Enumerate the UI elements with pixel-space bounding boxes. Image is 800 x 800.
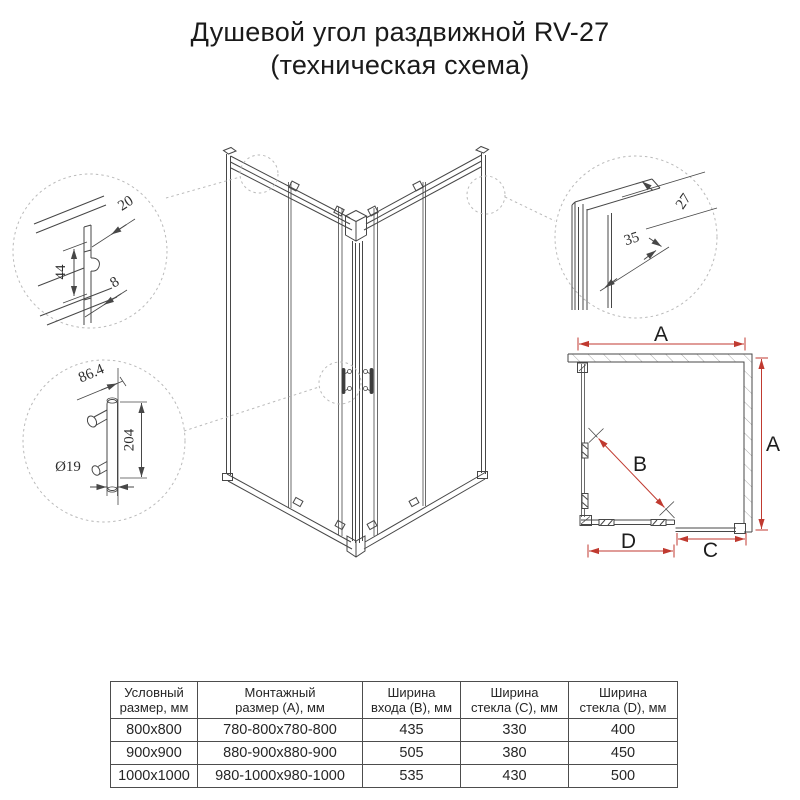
table-header-row bbox=[111, 682, 678, 719]
cell-entry: 505 bbox=[363, 742, 461, 765]
bottom-rails bbox=[227, 472, 486, 549]
cell-glass-c: 430 bbox=[461, 765, 569, 788]
cell-nominal: 900x900 bbox=[111, 742, 198, 765]
dim-a-top-label: A bbox=[653, 323, 669, 346]
profile-caps bbox=[572, 179, 660, 210]
header-line: стекла (D), мм bbox=[579, 700, 667, 715]
door-handles-iso bbox=[342, 368, 374, 394]
dim-b-label: B bbox=[632, 453, 648, 476]
title-line-2: (техническая схема) bbox=[270, 50, 530, 80]
header-line: размер (A), мм bbox=[235, 700, 325, 715]
dim-20-arrow bbox=[111, 225, 126, 235]
detail-circle bbox=[23, 360, 185, 522]
dim-35-arrow-b bbox=[644, 251, 656, 260]
cell-glass-d: 500 bbox=[569, 765, 678, 788]
wall-outlines bbox=[568, 354, 752, 532]
dim-86-arrow bbox=[101, 384, 117, 391]
left-handle-knob bbox=[348, 387, 352, 391]
dim-27-arrow-b bbox=[649, 238, 662, 247]
isometric-enclosure-drawing bbox=[166, 147, 555, 558]
cell-glass-d: 400 bbox=[569, 719, 678, 742]
col-header-entry-width bbox=[363, 682, 461, 719]
detail-callout-handle bbox=[23, 360, 185, 522]
post-caps bbox=[224, 147, 489, 155]
dim-a-right-label: A bbox=[765, 433, 781, 456]
dim-35-label: 35 bbox=[622, 229, 642, 250]
glass-panel-edges bbox=[289, 182, 426, 536]
detail-circle bbox=[13, 174, 167, 328]
handle-top-knob bbox=[86, 414, 99, 428]
handle-top-post bbox=[94, 410, 107, 426]
glass-edge-lines bbox=[34, 196, 117, 325]
leader-top-right bbox=[505, 197, 555, 221]
dim-ext-diagonals bbox=[600, 172, 717, 291]
size-table bbox=[110, 681, 678, 788]
handle-bottom-post bbox=[98, 462, 107, 475]
cell-entry: 435 bbox=[363, 719, 461, 742]
roller-bracket bbox=[368, 206, 378, 216]
cell-nominal: 1000x1000 bbox=[111, 765, 198, 788]
handle-bar bbox=[107, 400, 118, 491]
dim-44-label: 44 bbox=[53, 264, 69, 280]
dim-27-label: 27 bbox=[672, 190, 695, 213]
header-line: стекла (C), мм bbox=[471, 700, 558, 715]
left-handle-bar bbox=[342, 368, 346, 394]
title-line-1: Душевой угол раздвижной RV-27 bbox=[190, 17, 610, 47]
header-line: Ширина bbox=[490, 685, 539, 700]
dim-20-label: 20 bbox=[115, 192, 137, 215]
dim-19-label: Ø19 bbox=[55, 459, 81, 475]
roller-cover bbox=[367, 520, 377, 529]
col-header-glass-d-width bbox=[569, 682, 678, 719]
right-handle-knob bbox=[364, 370, 368, 374]
detail-callout-corner-profile bbox=[555, 156, 717, 318]
detail-callout-wall-profile bbox=[13, 174, 167, 328]
top-wall-bracket-diag bbox=[579, 365, 586, 372]
table-row bbox=[111, 765, 678, 788]
top-wall-hatch bbox=[568, 355, 752, 363]
table-row bbox=[111, 719, 678, 742]
wall-end-bracket bbox=[735, 524, 746, 534]
plan-roller bbox=[582, 443, 588, 458]
col-header-nominal-size bbox=[111, 682, 198, 719]
col-header-glass-c-width bbox=[461, 682, 569, 719]
roller-cover bbox=[293, 497, 303, 506]
cell-mounting: 980-1000x980-1000 bbox=[198, 765, 363, 788]
cell-entry: 535 bbox=[363, 765, 461, 788]
cell-mounting: 780-800x780-800 bbox=[198, 719, 363, 742]
center-corner-post bbox=[353, 241, 363, 543]
profile-hook bbox=[91, 258, 99, 271]
dim-19-ext bbox=[107, 480, 118, 496]
right-handle-knob bbox=[364, 387, 368, 391]
header-line: размер, мм bbox=[119, 700, 189, 715]
leader-bottom-left bbox=[184, 387, 319, 431]
dim-8-arrow bbox=[104, 294, 121, 305]
profile-verticals bbox=[572, 202, 612, 310]
dim-8-label: 8 bbox=[107, 273, 123, 292]
plan-roller bbox=[582, 494, 588, 509]
ref-circle-handle bbox=[319, 362, 361, 404]
leader-top-left bbox=[166, 177, 240, 198]
header-line: Ширина bbox=[387, 685, 436, 700]
cell-glass-d: 450 bbox=[569, 742, 678, 765]
ref-circle-top-rail bbox=[240, 155, 278, 193]
col-header-mounting-size bbox=[198, 682, 363, 719]
dim-c-label: C bbox=[702, 539, 719, 562]
dim-d-label: D bbox=[620, 530, 637, 553]
dim-204-label: 204 bbox=[121, 428, 138, 452]
left-handle-knob bbox=[348, 370, 352, 374]
dim-b-line bbox=[599, 439, 665, 508]
cell-mounting: 880-900x880-900 bbox=[198, 742, 363, 765]
roller-bracket bbox=[413, 181, 423, 191]
right-wall-hatch bbox=[745, 362, 753, 524]
plan-roller bbox=[599, 520, 614, 526]
callout-reference-marks bbox=[166, 155, 555, 431]
plan-roller bbox=[651, 520, 666, 526]
cell-nominal: 800x800 bbox=[111, 719, 198, 742]
header-line: входа (B), мм bbox=[370, 700, 453, 715]
roller-cover bbox=[335, 520, 345, 529]
cell-glass-c: 380 bbox=[461, 742, 569, 765]
top-corner-block bbox=[346, 211, 367, 222]
plan-view bbox=[568, 323, 780, 562]
roller-bracket bbox=[289, 181, 299, 191]
cell-glass-c: 330 bbox=[461, 719, 569, 742]
dim-86-label: 86.4 bbox=[76, 361, 107, 387]
header-line: Ширина bbox=[598, 685, 648, 700]
roller-cover bbox=[409, 497, 419, 506]
sliding-door-plan bbox=[676, 528, 737, 532]
right-handle-bar bbox=[370, 368, 374, 394]
table-row bbox=[111, 742, 678, 765]
handle-bottom-knob bbox=[90, 464, 101, 476]
header-line: Условный bbox=[124, 685, 184, 700]
header-line: Монтажный bbox=[244, 685, 316, 700]
top-rails bbox=[231, 155, 482, 230]
